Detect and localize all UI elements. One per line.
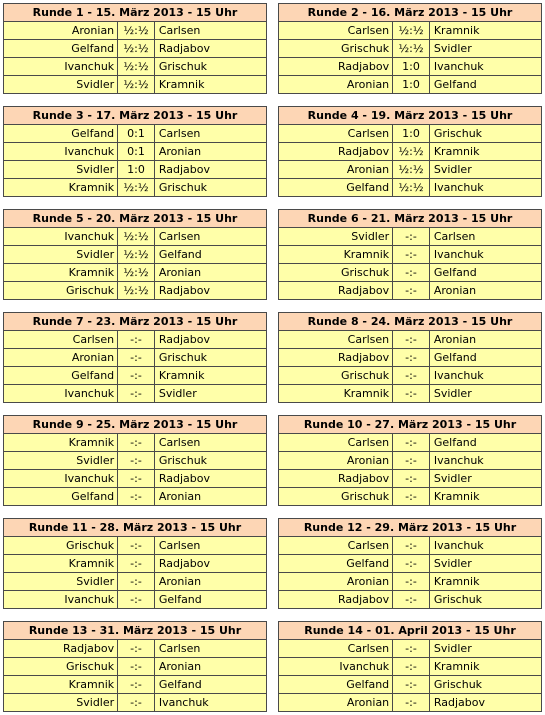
black-player: Kramnik	[429, 143, 541, 161]
round-table	[3, 106, 267, 197]
white-player: Carlsen	[279, 434, 393, 452]
black-player: Gelfand	[429, 264, 541, 282]
game-row	[279, 694, 542, 712]
game-result: 0:1	[118, 143, 155, 161]
white-player: Ivanchuk	[4, 470, 118, 488]
game-row	[279, 22, 542, 40]
black-player: Gelfand	[429, 434, 541, 452]
game-row	[4, 452, 267, 470]
white-player: Kramnik	[4, 676, 118, 694]
game-result: ½:½	[393, 179, 430, 197]
round-table	[278, 312, 542, 403]
white-player: Svidler	[4, 452, 118, 470]
round-table	[3, 312, 267, 403]
black-player: Aronian	[154, 658, 266, 676]
white-player: Ivanchuk	[4, 591, 118, 609]
game-result: -:-	[118, 573, 155, 591]
game-result: 0:1	[118, 125, 155, 143]
black-player: Kramnik	[429, 488, 541, 506]
round-table	[278, 518, 542, 609]
game-row	[279, 385, 542, 403]
game-result: 1:0	[393, 58, 430, 76]
white-player: Ivanchuk	[4, 143, 118, 161]
game-row	[279, 76, 542, 94]
black-player: Carlsen	[154, 125, 266, 143]
white-player: Aronian	[279, 161, 393, 179]
game-result: -:-	[393, 331, 430, 349]
game-result: ½:½	[118, 22, 155, 40]
game-row	[4, 76, 267, 94]
game-row	[279, 331, 542, 349]
game-result: -:-	[118, 385, 155, 403]
round-table	[3, 209, 267, 300]
round-title: Runde 10 - 27. März 2013 - 15 Uhr	[279, 416, 542, 434]
game-result: 1:0	[393, 125, 430, 143]
black-player: Svidler	[429, 555, 541, 573]
game-row	[4, 143, 267, 161]
game-row	[279, 143, 542, 161]
game-row	[4, 125, 267, 143]
game-result: -:-	[393, 367, 430, 385]
round-title: Runde 9 - 25. März 2013 - 15 Uhr	[4, 416, 267, 434]
game-result: -:-	[393, 555, 430, 573]
black-player: Gelfand	[154, 676, 266, 694]
white-player: Kramnik	[4, 264, 118, 282]
white-player: Svidler	[4, 694, 118, 712]
black-player: Carlsen	[429, 228, 541, 246]
game-result: 1:0	[118, 161, 155, 179]
white-player: Grischuk	[4, 658, 118, 676]
black-player: Ivanchuk	[429, 58, 541, 76]
game-result: -:-	[118, 349, 155, 367]
game-result: -:-	[393, 434, 430, 452]
white-player: Aronian	[4, 349, 118, 367]
game-row	[4, 40, 267, 58]
game-result: -:-	[118, 640, 155, 658]
game-result: -:-	[118, 658, 155, 676]
white-player: Gelfand	[279, 555, 393, 573]
black-player: Radjabov	[154, 161, 266, 179]
game-result: -:-	[118, 555, 155, 573]
game-row	[279, 282, 542, 300]
black-player: Ivanchuk	[154, 694, 266, 712]
white-player: Aronian	[4, 22, 118, 40]
round-title: Runde 2 - 16. März 2013 - 15 Uhr	[279, 4, 542, 22]
game-row	[279, 676, 542, 694]
game-row	[279, 228, 542, 246]
round-title: Runde 13 - 31. März 2013 - 15 Uhr	[4, 622, 267, 640]
game-row	[4, 470, 267, 488]
white-player: Grischuk	[4, 282, 118, 300]
game-row	[4, 331, 267, 349]
black-player: Kramnik	[429, 658, 541, 676]
white-player: Gelfand	[4, 40, 118, 58]
game-result: -:-	[393, 246, 430, 264]
game-result: -:-	[393, 694, 430, 712]
round-table	[3, 3, 267, 94]
game-row	[279, 452, 542, 470]
black-player: Grischuk	[429, 125, 541, 143]
white-player: Grischuk	[4, 537, 118, 555]
game-result: -:-	[393, 385, 430, 403]
game-row	[4, 264, 267, 282]
round-title: Runde 14 - 01. April 2013 - 15 Uhr	[279, 622, 542, 640]
black-player: Radjabov	[154, 40, 266, 58]
white-player: Gelfand	[279, 179, 393, 197]
game-row	[4, 658, 267, 676]
white-player: Carlsen	[4, 331, 118, 349]
game-row	[279, 658, 542, 676]
game-row	[279, 161, 542, 179]
game-row	[279, 58, 542, 76]
white-player: Kramnik	[4, 179, 118, 197]
white-player: Kramnik	[279, 246, 393, 264]
black-player: Svidler	[154, 385, 266, 403]
game-result: ½:½	[118, 264, 155, 282]
white-player: Grischuk	[279, 40, 393, 58]
black-player: Grischuk	[154, 349, 266, 367]
game-result: -:-	[118, 331, 155, 349]
game-result: -:-	[393, 228, 430, 246]
game-row	[279, 246, 542, 264]
game-row	[4, 385, 267, 403]
white-player: Radjabov	[279, 58, 393, 76]
black-player: Carlsen	[154, 434, 266, 452]
game-result: ½:½	[393, 161, 430, 179]
game-row	[4, 640, 267, 658]
game-row	[4, 22, 267, 40]
game-row	[4, 537, 267, 555]
white-player: Grischuk	[279, 367, 393, 385]
game-row	[279, 470, 542, 488]
round-title: Runde 11 - 28. März 2013 - 15 Uhr	[4, 519, 267, 537]
game-row	[279, 125, 542, 143]
game-row	[4, 694, 267, 712]
white-player: Svidler	[4, 573, 118, 591]
white-player: Svidler	[4, 76, 118, 94]
round-table	[3, 518, 267, 609]
game-result: ½:½	[118, 58, 155, 76]
white-player: Svidler	[4, 246, 118, 264]
round-title: Runde 7 - 23. März 2013 - 15 Uhr	[4, 313, 267, 331]
white-player: Gelfand	[279, 676, 393, 694]
round-table	[3, 621, 267, 712]
game-result: -:-	[393, 658, 430, 676]
game-row	[279, 555, 542, 573]
game-row	[279, 488, 542, 506]
white-player: Carlsen	[279, 125, 393, 143]
black-player: Gelfand	[154, 246, 266, 264]
game-result: -:-	[393, 591, 430, 609]
game-row	[4, 573, 267, 591]
game-result: -:-	[393, 282, 430, 300]
black-player: Carlsen	[154, 228, 266, 246]
game-row	[279, 264, 542, 282]
game-row	[279, 349, 542, 367]
black-player: Aronian	[154, 143, 266, 161]
game-row	[279, 40, 542, 58]
black-player: Grischuk	[154, 179, 266, 197]
game-result: 1:0	[393, 76, 430, 94]
white-player: Radjabov	[279, 349, 393, 367]
round-table	[278, 415, 542, 506]
game-row	[279, 367, 542, 385]
round-title: Runde 6 - 21. März 2013 - 15 Uhr	[279, 210, 542, 228]
black-player: Aronian	[154, 488, 266, 506]
game-result: -:-	[393, 676, 430, 694]
black-player: Svidler	[429, 385, 541, 403]
game-row	[4, 246, 267, 264]
round-table	[278, 106, 542, 197]
round-table	[3, 415, 267, 506]
black-player: Gelfand	[429, 76, 541, 94]
game-result: -:-	[118, 470, 155, 488]
game-row	[4, 179, 267, 197]
game-result: -:-	[393, 488, 430, 506]
game-result: ½:½	[393, 143, 430, 161]
black-player: Aronian	[154, 573, 266, 591]
game-row	[4, 434, 267, 452]
game-row	[4, 58, 267, 76]
game-row	[279, 434, 542, 452]
game-row	[279, 573, 542, 591]
game-row	[4, 349, 267, 367]
game-result: -:-	[393, 640, 430, 658]
white-player: Radjabov	[279, 282, 393, 300]
black-player: Svidler	[429, 470, 541, 488]
black-player: Kramnik	[154, 76, 266, 94]
game-result: -:-	[118, 452, 155, 470]
white-player: Carlsen	[279, 640, 393, 658]
white-player: Aronian	[279, 694, 393, 712]
white-player: Aronian	[279, 452, 393, 470]
game-result: -:-	[393, 349, 430, 367]
game-row	[4, 488, 267, 506]
white-player: Grischuk	[279, 488, 393, 506]
round-title: Runde 5 - 20. März 2013 - 15 Uhr	[4, 210, 267, 228]
game-row	[4, 367, 267, 385]
round-table	[278, 3, 542, 94]
white-player: Kramnik	[4, 434, 118, 452]
black-player: Radjabov	[154, 470, 266, 488]
round-table	[278, 209, 542, 300]
white-player: Radjabov	[279, 470, 393, 488]
white-player: Gelfand	[4, 125, 118, 143]
black-player: Carlsen	[154, 22, 266, 40]
white-player: Kramnik	[279, 385, 393, 403]
game-result: ½:½	[393, 22, 430, 40]
game-result: -:-	[393, 573, 430, 591]
white-player: Radjabov	[4, 640, 118, 658]
black-player: Grischuk	[154, 58, 266, 76]
game-result: ½:½	[118, 228, 155, 246]
game-row	[4, 555, 267, 573]
game-row	[279, 537, 542, 555]
white-player: Ivanchuk	[4, 385, 118, 403]
white-player: Radjabov	[279, 591, 393, 609]
black-player: Radjabov	[154, 282, 266, 300]
black-player: Carlsen	[154, 537, 266, 555]
black-player: Carlsen	[154, 640, 266, 658]
black-player: Gelfand	[429, 349, 541, 367]
round-title: Runde 3 - 17. März 2013 - 15 Uhr	[4, 107, 267, 125]
black-player: Gelfand	[154, 591, 266, 609]
game-row	[279, 591, 542, 609]
game-result: -:-	[393, 264, 430, 282]
game-row	[279, 179, 542, 197]
round-title: Runde 12 - 29. März 2013 - 15 Uhr	[279, 519, 542, 537]
game-result: ½:½	[118, 40, 155, 58]
game-result: -:-	[118, 434, 155, 452]
white-player: Kramnik	[4, 555, 118, 573]
game-result: -:-	[118, 694, 155, 712]
black-player: Kramnik	[154, 367, 266, 385]
black-player: Kramnik	[429, 22, 541, 40]
game-row	[4, 676, 267, 694]
game-result: -:-	[118, 537, 155, 555]
round-title: Runde 1 - 15. März 2013 - 15 Uhr	[4, 4, 267, 22]
black-player: Ivanchuk	[429, 179, 541, 197]
black-player: Svidler	[429, 40, 541, 58]
black-player: Svidler	[429, 161, 541, 179]
white-player: Carlsen	[279, 537, 393, 555]
game-row	[4, 161, 267, 179]
white-player: Aronian	[279, 573, 393, 591]
game-result: -:-	[118, 367, 155, 385]
game-result: -:-	[118, 488, 155, 506]
game-result: -:-	[118, 591, 155, 609]
black-player: Ivanchuk	[429, 367, 541, 385]
black-player: Radjabov	[154, 331, 266, 349]
black-player: Grischuk	[154, 452, 266, 470]
game-result: ½:½	[118, 246, 155, 264]
game-row	[4, 282, 267, 300]
game-result: ½:½	[393, 40, 430, 58]
round-title: Runde 8 - 24. März 2013 - 15 Uhr	[279, 313, 542, 331]
black-player: Aronian	[429, 331, 541, 349]
white-player: Grischuk	[279, 264, 393, 282]
round-title: Runde 4 - 19. März 2013 - 15 Uhr	[279, 107, 542, 125]
black-player: Ivanchuk	[429, 246, 541, 264]
black-player: Kramnik	[429, 573, 541, 591]
black-player: Aronian	[429, 282, 541, 300]
white-player: Ivanchuk	[279, 658, 393, 676]
game-result: -:-	[393, 452, 430, 470]
game-row	[279, 640, 542, 658]
round-table	[278, 621, 542, 712]
white-player: Aronian	[279, 76, 393, 94]
white-player: Ivanchuk	[4, 228, 118, 246]
game-row	[4, 591, 267, 609]
game-result: ½:½	[118, 179, 155, 197]
white-player: Gelfand	[4, 488, 118, 506]
black-player: Ivanchuk	[429, 452, 541, 470]
game-result: ½:½	[118, 76, 155, 94]
game-result: ½:½	[118, 282, 155, 300]
black-player: Ivanchuk	[429, 537, 541, 555]
black-player: Radjabov	[154, 555, 266, 573]
game-result: -:-	[393, 537, 430, 555]
game-row	[4, 228, 267, 246]
white-player: Radjabov	[279, 143, 393, 161]
black-player: Grischuk	[429, 676, 541, 694]
game-result: -:-	[118, 676, 155, 694]
white-player: Carlsen	[279, 331, 393, 349]
white-player: Ivanchuk	[4, 58, 118, 76]
black-player: Svidler	[429, 640, 541, 658]
black-player: Radjabov	[429, 694, 541, 712]
white-player: Svidler	[4, 161, 118, 179]
black-player: Aronian	[154, 264, 266, 282]
white-player: Svidler	[279, 228, 393, 246]
white-player: Gelfand	[4, 367, 118, 385]
black-player: Grischuk	[429, 591, 541, 609]
game-result: -:-	[393, 470, 430, 488]
white-player: Carlsen	[279, 22, 393, 40]
